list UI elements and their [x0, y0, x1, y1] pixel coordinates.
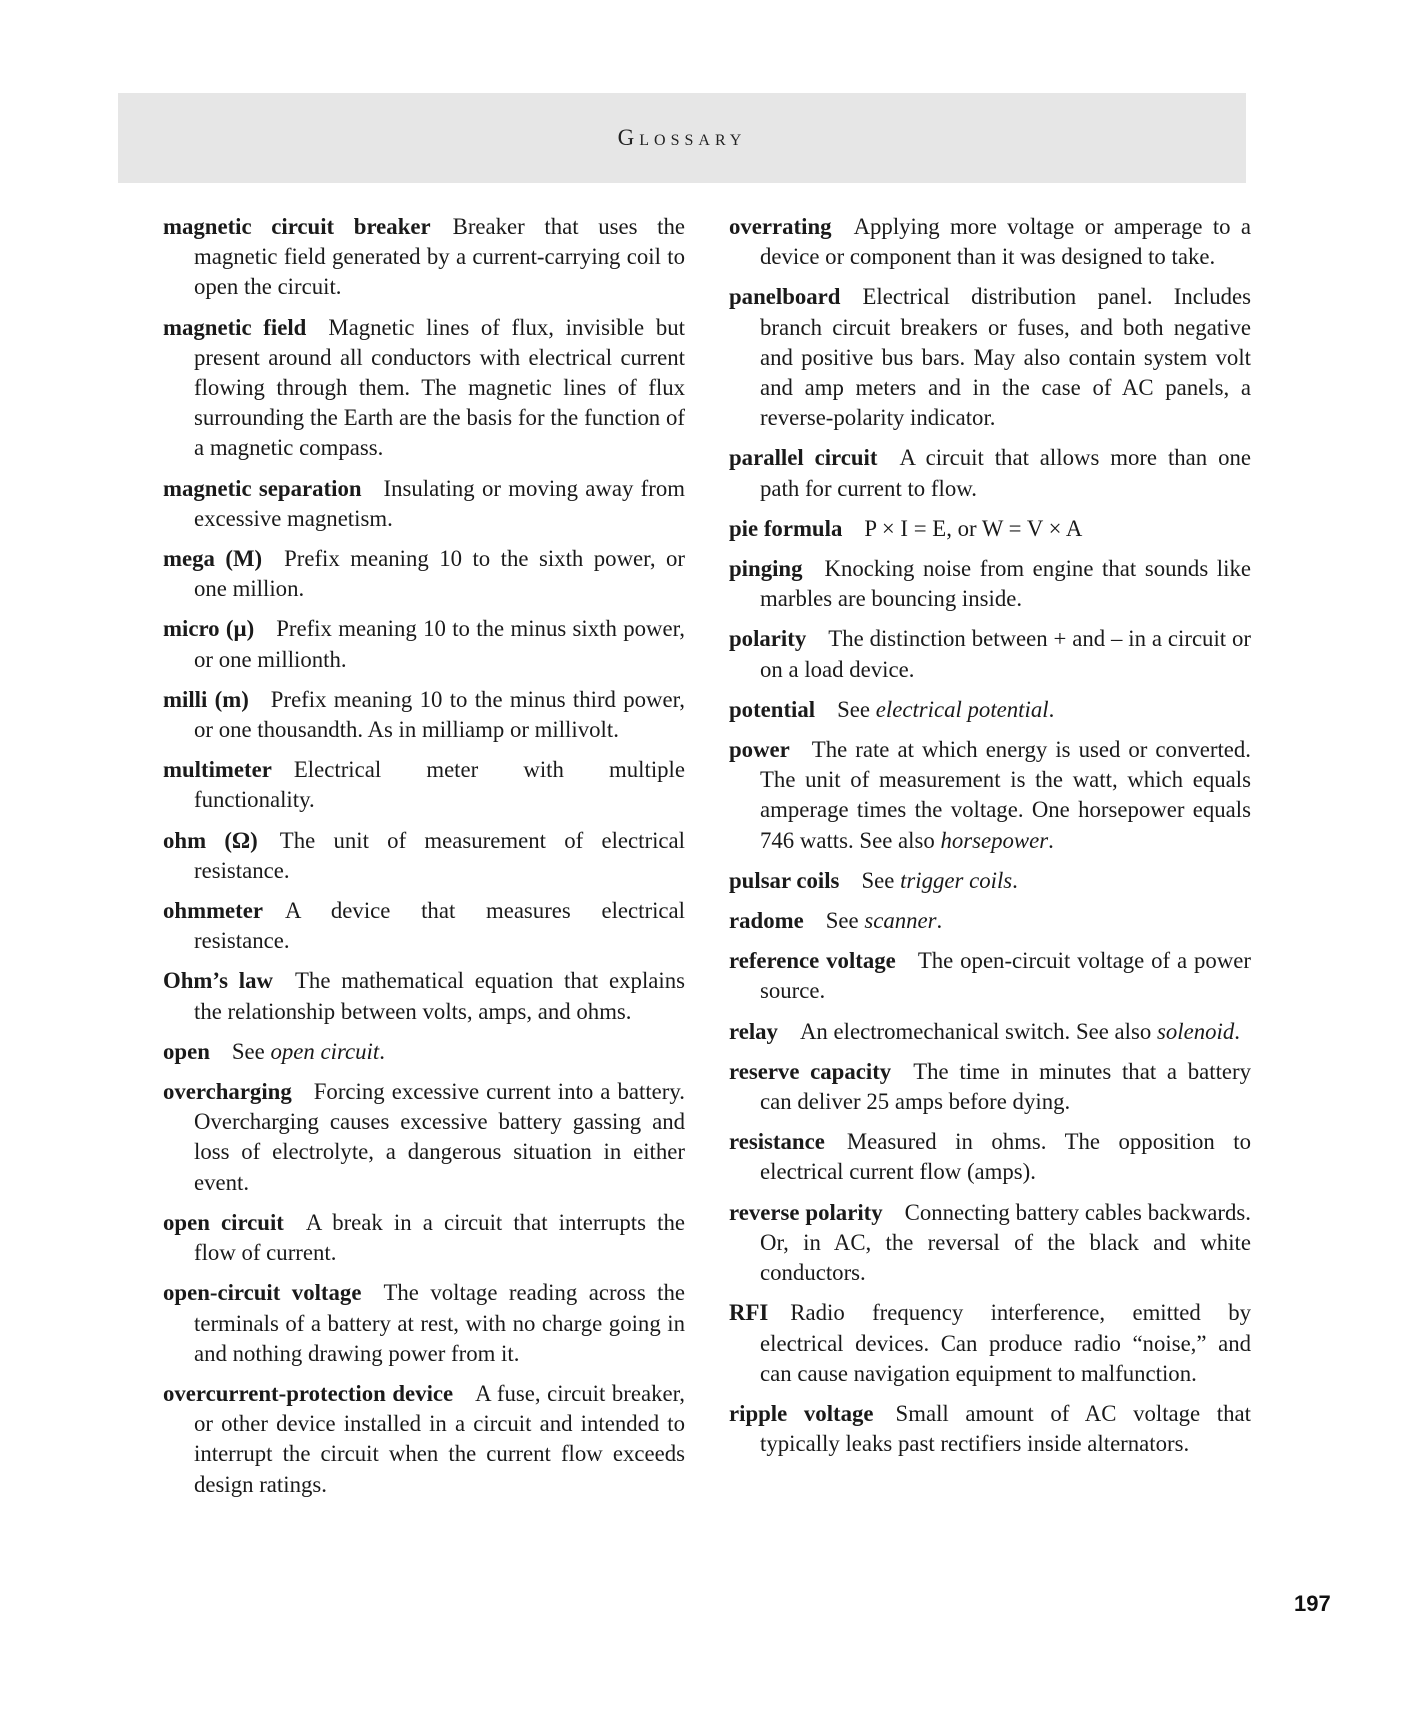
glossary-entry-magnetic-field [163, 313, 685, 464]
glossary-definition: See [861, 867, 901, 893]
glossary-entry-reserve-capacity [729, 1057, 1251, 1117]
glossary-term: RFI [729, 1300, 769, 1326]
glossary-term: relay [729, 1018, 778, 1044]
glossary-entry-reverse-polarity [729, 1198, 1251, 1289]
glossary-definition: Magnetic lines of flux, invisible but present around all conductors with electrical current flowing through them. The magnetic lines of flux surrounding the Earth are the basis for the function of a magnetic compass. [194, 314, 685, 461]
glossary-definition: A fuse, circuit breaker, or other device installed in a circuit and intended to interrupt the circuit when the current flow exceeds design ratings. [194, 1380, 685, 1497]
glossary-term: magnetic separation [163, 475, 362, 501]
glossary-term: milli (m) [163, 686, 249, 712]
glossary-definition: Insulating or moving away from excessive magnetism. [194, 475, 685, 531]
glossary-term: pulsar coils [729, 867, 840, 893]
glossary-term: overrating [729, 214, 832, 239]
glossary-term: radome [729, 908, 804, 934]
glossary-entry-pinging [729, 554, 1251, 614]
glossary-term: overcharging [163, 1079, 292, 1105]
glossary-column-left [163, 212, 685, 1510]
definition-tail: . [379, 1038, 385, 1064]
glossary-definition: The voltage reading across the terminals of a battery at rest, with no charge going in and nothing drawing power from it. [194, 1280, 685, 1366]
glossary-definition: The open-circuit voltage of a power source. [760, 948, 1251, 1004]
glossary-definition: A circuit that allows more than one path for current to flow. [760, 445, 1252, 501]
definition-tail: . [1234, 1018, 1240, 1044]
glossary-term: ohm (Ω) [163, 827, 258, 853]
glossary-definition: See [231, 1038, 271, 1064]
cross-reference: scanner [864, 908, 937, 934]
glossary-definition: The unit of measurement of electrical resistance. [194, 827, 685, 883]
glossary-entry-ripple-voltage [729, 1399, 1251, 1459]
glossary-definition: Small amount of AC voltage that typically leaks past rectifiers inside alternators. [760, 1400, 1251, 1457]
glossary-entry-reference-voltage [729, 946, 1251, 1006]
glossary-entry-open-circuit [163, 1208, 685, 1268]
glossary-definition: Connecting battery cables backwards. Or, in AC, the reversal of the black and white conductors. [760, 1199, 1251, 1286]
glossary-term: parallel circuit [729, 445, 878, 471]
definition-tail: . [936, 908, 943, 934]
glossary-definition: The time in minutes that a battery can deliver 25 amps before dying. [760, 1058, 1252, 1115]
glossary-term: reverse polarity [729, 1199, 883, 1225]
glossary-definition: Prefix meaning 10 to the sixth power, or one million. [194, 546, 685, 602]
glossary-term: panelboard [729, 284, 841, 310]
glossary-entry-ohm-s-law [163, 966, 685, 1026]
cross-reference: open circuit [270, 1038, 380, 1064]
glossary-definition: The rate at which energy is used or converted. The unit of measurement is the watt, which equals amperage times the voltage. One horsepower equals 746 watts. See also [760, 737, 1251, 853]
glossary-entry-rfi [729, 1298, 1251, 1389]
glossary-entry-relay [729, 1017, 1251, 1047]
glossary-entry-resistance [729, 1127, 1251, 1187]
glossary-entry-mega-m [163, 544, 685, 604]
glossary-entry-panelboard [729, 282, 1251, 433]
header-title: Glossary [617, 125, 747, 150]
glossary-entry-micro [163, 614, 685, 674]
glossary-entry-radome [729, 906, 1251, 936]
glossary-definition: Measured in ohms. The opposition to electrical current flow (amps). [760, 1129, 1251, 1185]
glossary-term: pinging [729, 556, 803, 582]
glossary-entry-potential [729, 695, 1251, 725]
glossary-definition: A break in a circuit that interrupts the flow of current. [194, 1209, 685, 1266]
glossary-term: pie formula [729, 515, 843, 541]
glossary-entry-parallel-circuit [729, 443, 1251, 503]
glossary-definition: Applying more voltage or amperage to a device or component than it was designed to take. [760, 214, 1251, 270]
glossary-definition: Breaker that uses the magnetic field generated by a current-carrying coil to open the circuit. [194, 214, 685, 300]
glossary-entry-pie-formula [729, 514, 1251, 544]
glossary-term: potential [729, 696, 816, 722]
glossary-definition: Prefix meaning 10 to the minus sixth power, or one millionth. [194, 616, 685, 672]
glossary-entry-ohm [163, 826, 685, 886]
definition-tail: . [1048, 696, 1055, 722]
page-number: 197 [1294, 1591, 1331, 1616]
glossary-entry-milli-m [163, 685, 685, 745]
glossary-entry-magnetic-circuit-breaker [163, 212, 685, 303]
cross-reference: electrical potential [875, 696, 1049, 722]
glossary-term: power [729, 737, 790, 763]
glossary-definition: See [837, 696, 876, 722]
glossary-definition: A device that measures electrical resistance. [194, 898, 685, 954]
glossary-term: ohmmeter [163, 898, 264, 924]
glossary-entry-open [163, 1037, 685, 1067]
glossary-term: mega (M) [163, 546, 263, 572]
glossary-definition: The mathematical equation that explains the relationship between volts, amps, and ohms. [194, 968, 685, 1024]
glossary-term: multimeter [163, 757, 272, 783]
glossary-entry-overcurrent-protection-device [163, 1379, 685, 1500]
glossary-term: ripple voltage [729, 1400, 874, 1426]
glossary-entry-ohmmeter [163, 896, 685, 956]
cross-reference: solenoid [1156, 1018, 1235, 1044]
glossary-definition: Electrical meter with multiple functionality. [194, 757, 685, 813]
glossary-definition: Forcing excessive current into a battery. Overcharging causes excessive battery gassing and loss of electrolyte, a dangerous situation in either event. [194, 1079, 685, 1195]
definition-tail: . [1048, 827, 1054, 853]
glossary-column-right [729, 212, 1251, 1469]
glossary-definition: The distinction between + and – in a circuit or on a load device. [760, 626, 1251, 682]
glossary-entry-magnetic-separation [163, 474, 685, 534]
glossary-term: reference voltage [729, 948, 896, 974]
glossary-entry-overrating [729, 212, 1251, 272]
glossary-term: overcurrent-protection device [163, 1380, 454, 1406]
glossary-entry-multimeter [163, 755, 685, 815]
cross-reference: horsepower [940, 827, 1049, 853]
glossary-term: resistance [729, 1129, 825, 1155]
glossary-term: open circuit [163, 1209, 284, 1235]
glossary-entry-power [729, 735, 1251, 856]
glossary-term: open [163, 1038, 210, 1064]
glossary-definition: See [825, 908, 865, 934]
glossary-entry-overcharging [163, 1077, 685, 1198]
glossary-term: reserve capacity [729, 1058, 892, 1084]
glossary-term: open-circuit voltage [163, 1280, 362, 1306]
glossary-term: magnetic circuit breaker [163, 214, 431, 239]
cross-reference: trigger coils [900, 867, 1013, 893]
glossary-entry-open-circuit-voltage [163, 1278, 685, 1369]
running-header [118, 93, 1246, 183]
glossary-term: polarity [729, 626, 807, 652]
glossary-definition: Knocking noise from engine that sounds like marbles are bouncing inside. [760, 556, 1251, 612]
glossary-term: Ohm’s law [163, 968, 273, 994]
glossary-definition: Prefix meaning 10 to the minus third power, or one thousandth. As in milliamp or millivolt. [194, 686, 685, 743]
glossary-definition: Radio frequency interference, emitted by electrical devices. Can produce radio “noise,” and can cause navigation equipment to malfunction. [760, 1300, 1251, 1386]
glossary-definition: An electromechanical switch. See also [799, 1018, 1157, 1044]
glossary-definition: P × I = E, or W = V × A [864, 515, 1083, 541]
glossary-entry-pulsar-coils [729, 866, 1251, 896]
glossary-definition: Electrical distribution panel. Includes branch circuit breakers or fuses, and both negative and positive bus bars. May also contain system volt and amp meters and in the case of AC panels, a reverse-polarity indicator. [760, 284, 1251, 431]
glossary-entry-polarity [729, 624, 1251, 684]
glossary-term: magnetic field [163, 314, 307, 340]
definition-tail: . [1012, 867, 1018, 893]
glossary-term: micro (µ) [163, 616, 255, 642]
